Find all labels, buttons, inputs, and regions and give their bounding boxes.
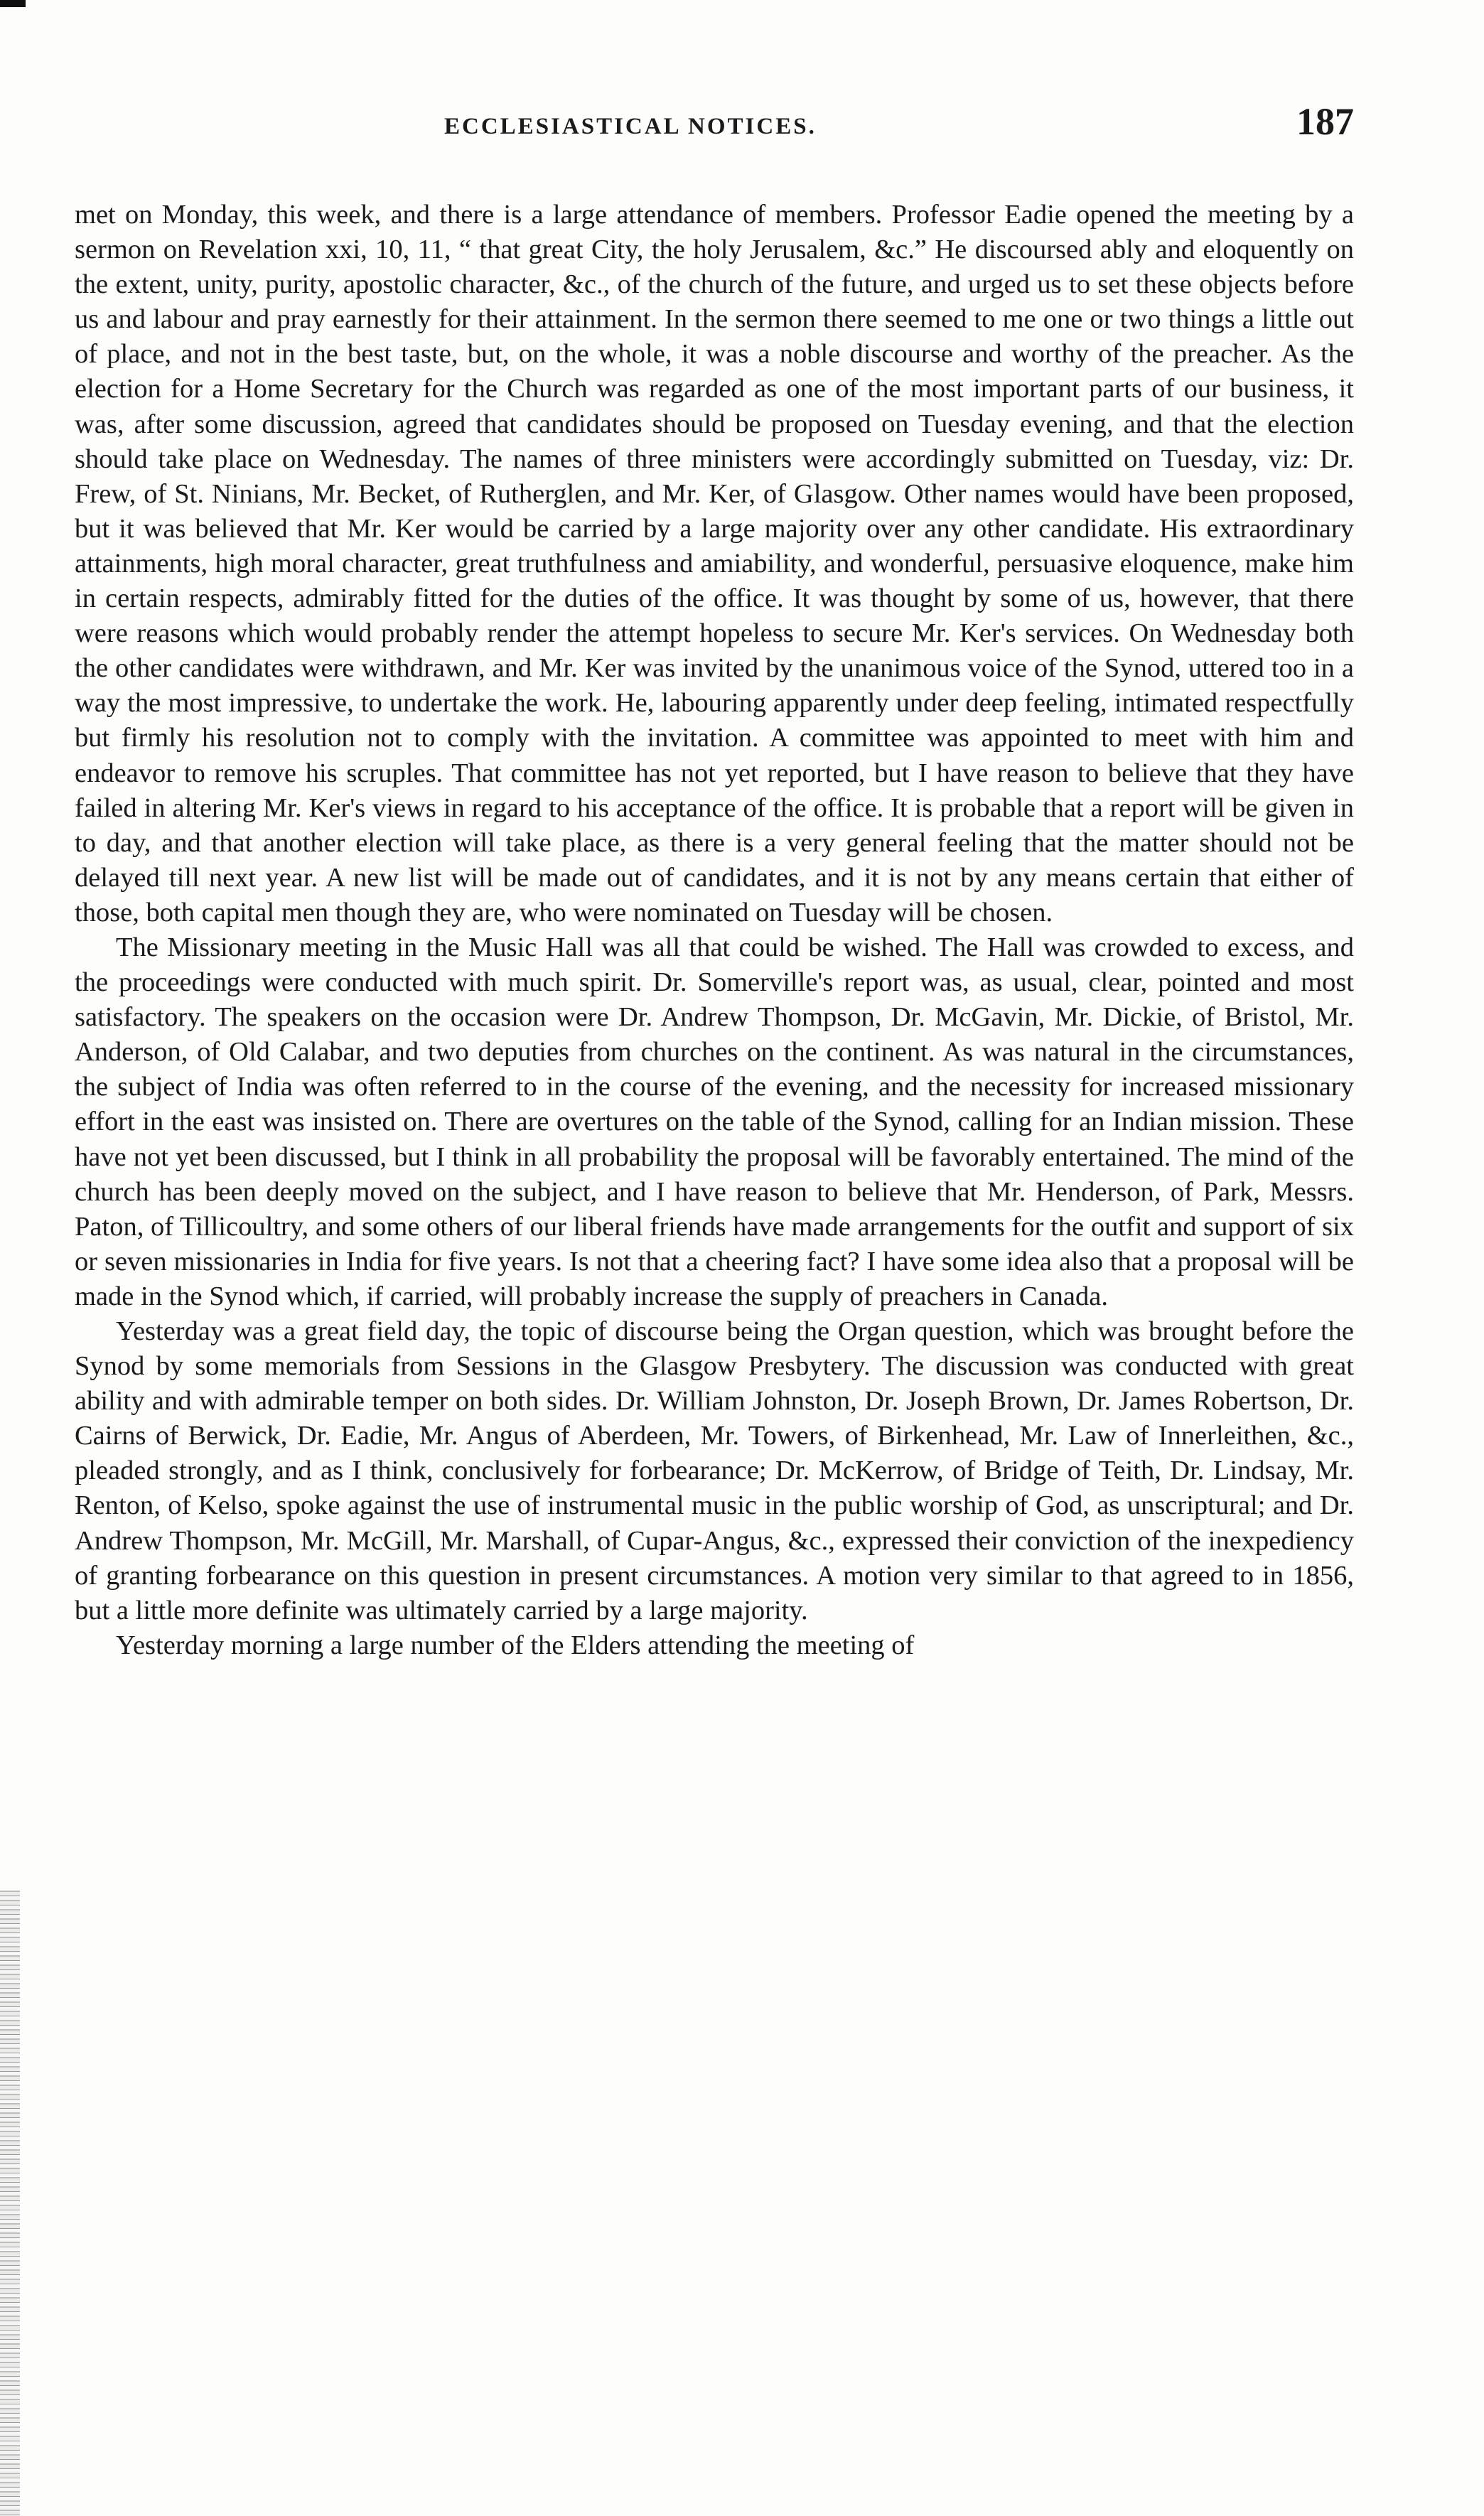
paragraph-synod-opening: met on Monday, this week, and there is a large attendance of members. Professor Eadie opened the meeting by a sermon on Revelation xxi, 10, 11, “ that great City, the holy Jerusalem, &c.” He discoursed ably and eloquently on the extent, unity, purity, apostolic character, &c., of the church of the future, and urged us to set these objects before us and labour and pray earnestly for their attainment. In the sermon there seemed to me one or two things a little out of place, and not in the best taste, but, on the whole, it was a noble discourse and worthy of the preacher. As the election for a Home Secretary for the Church was regarded as one of the most important parts of our business, it was, after some discussion, agreed that candidates should be proposed on Tuesday evening, and that the election should take place on Wednesday. The names of three ministers were accordingly submitted on Tuesday, viz: Dr. Frew, of St. Ninians, Mr. Becket, of Rutherglen, and Mr. Ker, of Glasgow. Other names would have been proposed, but it was believed that Mr. Ker would be carried by a large majority over any other candidate. His extraordinary attainments, high moral character, great truthfulness and amiability, and wonderful, persuasive eloquence, make him in certain respects, admirably fitted for the duties of the office. It was thought by some of us, however, that there were reasons which would probably render the attempt hopeless to secure Mr. Ker's services. On Wednesday both the other candidates were withdrawn, and Mr. Ker was invited by the unanimous voice of the Synod, uttered too in a way the most impressive, to undertake the work. He, labouring apparently under deep feeling, intimated respectfully but firmly his resolution not to comply with the invitation. A committee was appointed to meet with him and endeavor to remove his scruples. That committee has not yet reported, but I have reason to believe that they have failed in altering Mr. Ker's views in regard to his acceptance of the office. It is probable that a report will be given in to day, and that another election will take place, as there is a very general feeling that the matter should not be delayed till next year. A new list will be made out of candidates, and it is not by any means certain that either of those, both capital men though they are, who were nominated on Tuesday will be chosen. — [75, 200, 1354, 928]
paragraph-organ-question: Yesterday was a great field day, the topic of discourse being the Organ question, which was brought before the Synod by some memorials from Sessions in the Glasgow Presbytery. The discussion was conducted with great ability and with admirable temper on both sides. Dr. William Johnston, Dr. Joseph Brown, Dr. James Robertson, Dr. Cairns of Berwick, Dr. Eadie, Mr. Angus of Aberdeen, Mr. Towers, of Birkenhead, Mr. Law of Innerleithen, &c., pleaded strongly, and as I think, conclusively for forbearance; Dr. McKerrow, of Bridge of Teith, Dr. Lindsay, Mr. Renton, of Kelso, spoke against the use of instrumental music in the public worship of God, as unscriptural; and Dr. Andrew Thompson, Mr. McGill, Mr. Marshall, of Cupar-Angus, &c., expressed their conviction of the inexpediency of granting forbearance on this question in present circumstances. A motion very similar to that agreed to in 1856, but a little more definite was ultimately carried by a large majority. — [75, 1316, 1354, 1625]
running-title: ECCLESIASTICAL NOTICES. — [444, 114, 817, 139]
top-margin-rule — [0, 0, 26, 7]
binding-edge — [0, 1891, 20, 2516]
page-number: 187 — [1296, 100, 1354, 143]
paragraph-elders-meeting: Yesterday morning a large number of the Elders attending the meeting of — [116, 1630, 915, 1660]
paragraph-missionary-meeting: The Missionary meeting in the Music Hall was all that could be wished. The Hall was crowded to excess, and the proceedings were conducted with much spirit. Dr. Somerville's report was, as usual, clear, pointed and most satisfactory. The speakers on the occasion were Dr. Andrew Thompson, Dr. McGavin, Mr. Dickie, of Bristol, Mr. Anderson, of Old Calabar, and two deputies from churches on the continent. As was natural in the circumstances, the subject of India was often referred to in the course of the evening, and the necessity for increased missionary effort in the east was insisted on. There are overtures on the table of the Synod, calling for an Indian mission. These have not yet been discussed, but I think in all probability the proposal will be favorably entertained. The mind of the church has been deeply moved on the subject, and I have reason to believe that Mr. Henderson, of Park, Messrs. Paton, of Tillicoultry, and some others of our liberal friends have made arrangements for the outfit and support of six or seven missionaries in India for five years. Is not that a cheering fact? I have some idea also that a proposal will be made in the Synod which, if carried, will probably increase the supply of preachers in Canada. — [75, 932, 1354, 1311]
article-body — [75, 198, 1354, 1663]
running-head — [75, 100, 1354, 149]
